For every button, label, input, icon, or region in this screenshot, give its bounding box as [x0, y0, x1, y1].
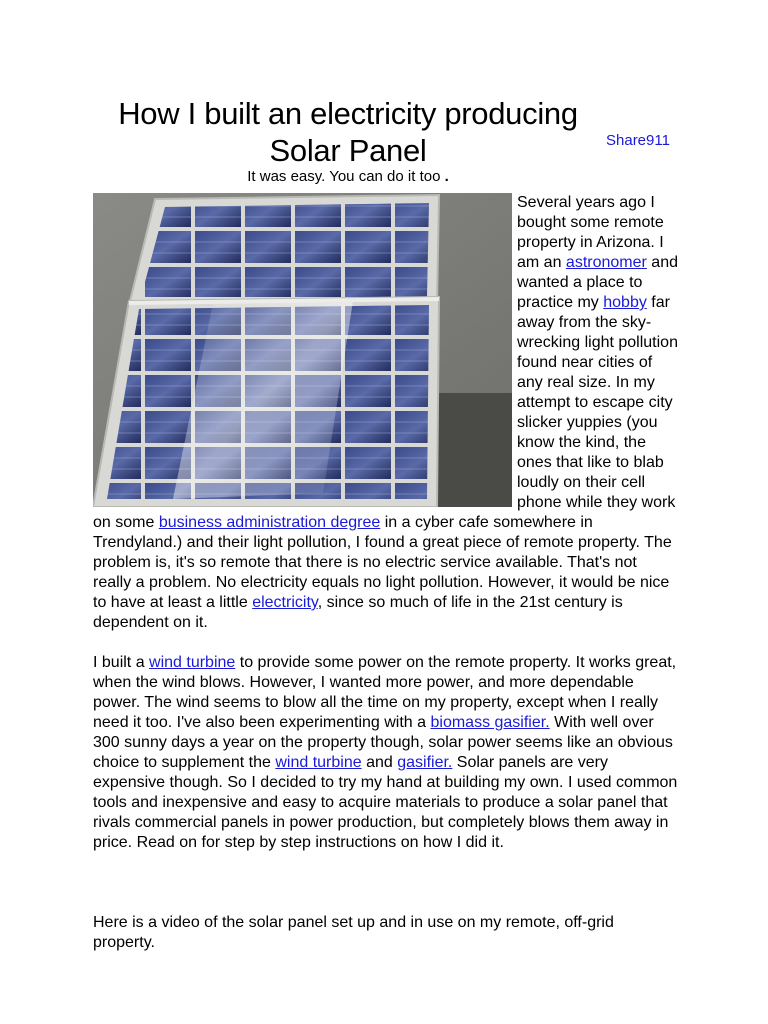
page-title: How I built an electricity producing Solar Panel [118, 96, 578, 168]
text-run: and [361, 754, 398, 771]
solar-panel-photo [93, 193, 512, 507]
text-run: and wanted a place to practice my [517, 254, 678, 311]
share-link[interactable]: Share911 [606, 132, 670, 149]
text-run: in a cyber cafe somewhere in Trendyland.) and their light pollution, I found a great piece of remote property. The problem is, it's so remote that there is no electric service available. That's not really a problem. No electricity equals no light pollution. However, it would be nice to have at least a little [93, 514, 672, 611]
panel-cells-upper [141, 203, 429, 297]
text-run: With well over 300 sunny days a year on the property though, solar power seems like an obvious choice to supplement the [93, 714, 673, 771]
text-run: Several years ago I bought some remote property in Arizona. I am an [517, 194, 664, 271]
paragraph-3: Here is a video of the solar panel set up and in use on my remote, off-grid property. [93, 914, 614, 951]
text-run: I built a [93, 654, 150, 671]
article-body [93, 193, 678, 953]
paragraph-2 [93, 653, 678, 853]
wind-turbine-link-2[interactable]: wind turbine [275, 754, 362, 771]
biomass-gasifier-link[interactable]: biomass gasifier. [430, 714, 550, 731]
ground-dark [433, 393, 512, 507]
astronomer-link[interactable]: astronomer [565, 254, 647, 271]
text-run: far away from the sky-wrecking light pollution found near cities of any real size. In my attempt to escape city slicker yuppies (you know the kind, the ones that like to blab loudly on their cell phone while they work on some [93, 294, 678, 531]
wind-turbine-link[interactable]: wind turbine [149, 654, 236, 671]
gasifier-link[interactable]: gasifier. [397, 754, 453, 771]
subtitle-period: . [444, 168, 449, 185]
text-run: to provide some power on the remote property. It works great, when the wind blows. However, I wanted more power, and more dependable power. The wind seems to blow all the time on my property, except when I really need it too. I've also been experimenting with a [93, 654, 677, 731]
business-administration-link[interactable]: business administration degree [158, 514, 381, 531]
text-run: , since so much of life in the 21st century is dependent on it. [93, 594, 623, 631]
page-subtitle [92, 167, 604, 187]
text-run: Solar panels are very expensive though. So I decided to try my hand at building my own. I used common tools and inexpensive and easy to acquire materials to produce a solar panel that rivals commercial panels in power production, but completely blows them away in price. Read on for step by step instructions on how I did it. [93, 754, 678, 851]
electricity-link[interactable]: electricity [252, 594, 318, 611]
hobby-link[interactable]: hobby [603, 294, 647, 311]
subtitle-text: It was easy. You can do it too [247, 168, 441, 185]
